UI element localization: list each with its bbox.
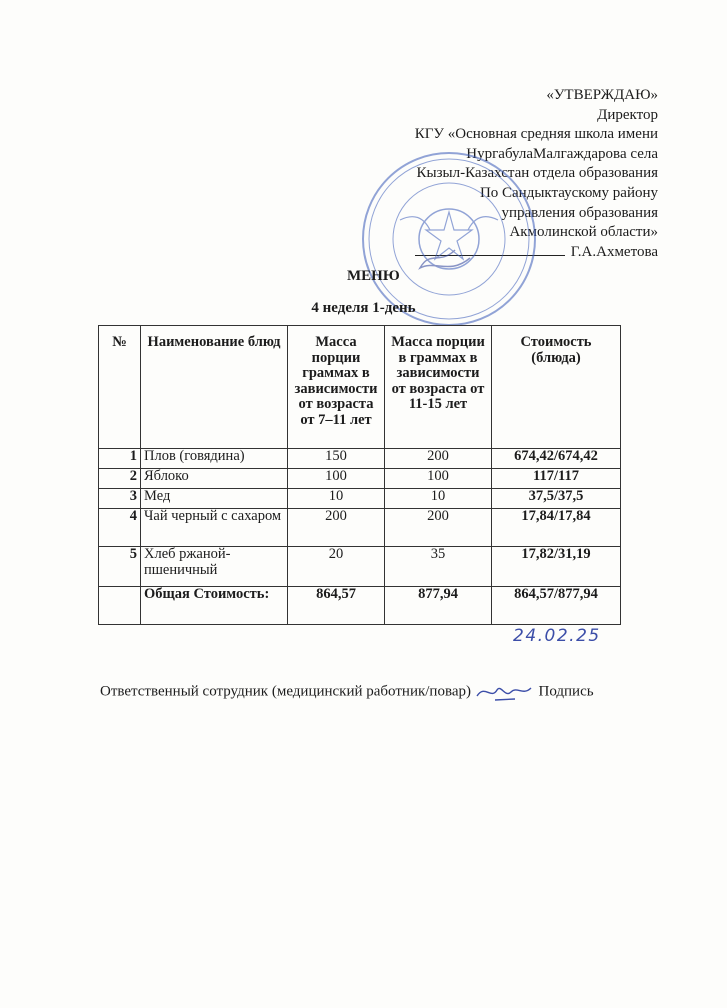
cell-num: 5 xyxy=(99,547,141,587)
cell-cost: 117/117 xyxy=(492,469,621,489)
signer-row xyxy=(318,243,658,263)
col-header-name: Наименование блюд xyxy=(141,326,288,449)
col-header-num: № xyxy=(99,326,141,449)
cell-cost: 37,5/37,5 xyxy=(492,489,621,509)
cell-mass2: 35 xyxy=(385,547,492,587)
col-header-cost: Стоимость (блюда) xyxy=(492,326,621,449)
cell-num: 4 xyxy=(99,509,141,547)
approval-line: По Сандыктаускому району xyxy=(479,184,658,201)
cell-mass1: 10 xyxy=(288,489,385,509)
table-row xyxy=(99,489,621,509)
signature-line xyxy=(415,243,565,256)
table-row xyxy=(99,469,621,489)
table-header-row xyxy=(99,326,621,449)
responsible-line xyxy=(100,682,594,702)
approval-line: Кызыл-Казахстан отдела образования xyxy=(416,165,658,182)
cell-mass1: 100 xyxy=(288,469,385,489)
total-mass2: 877,94 xyxy=(385,587,492,625)
table-row xyxy=(99,449,621,469)
cell-num: 2 xyxy=(99,469,141,489)
cell-cost: 17,82/31,19 xyxy=(492,547,621,587)
handwritten-date: 24.02.25 xyxy=(513,626,601,646)
approval-block xyxy=(318,86,658,262)
cell-mass1: 150 xyxy=(288,449,385,469)
cell-name: Хлеб ржаной-пшеничный xyxy=(141,547,288,587)
cell-mass2: 10 xyxy=(385,489,492,509)
col-header-mass1: Масса порции граммах в зависимости от возраста от 7–11 лет xyxy=(288,326,385,449)
cell-mass2: 200 xyxy=(385,509,492,547)
cell-cost: 674,42/674,42 xyxy=(492,449,621,469)
cell-num: 3 xyxy=(99,489,141,509)
signature-label: Подпись xyxy=(538,683,594,700)
total-cost: 864,57/877,94 xyxy=(492,587,621,625)
total-row xyxy=(99,587,621,625)
page-subtitle: 4 неделя 1-день xyxy=(311,300,416,316)
approval-line: Директор xyxy=(597,106,658,123)
cell-name: Плов (говядина) xyxy=(141,449,288,469)
total-mass1: 864,57 xyxy=(288,587,385,625)
cell-empty xyxy=(99,587,141,625)
approval-line: КГУ «Основная средняя школа имени xyxy=(414,126,658,143)
cell-name: Чай черный с сахаром xyxy=(141,509,288,547)
cell-name: Мед xyxy=(141,489,288,509)
approval-line: НургабулаМалгаждарова села xyxy=(466,145,658,162)
cell-mass2: 200 xyxy=(385,449,492,469)
total-label: Общая Стоимость: xyxy=(141,587,288,625)
cell-mass2: 100 xyxy=(385,469,492,489)
cell-mass1: 200 xyxy=(288,509,385,547)
cell-cost: 17,84/17,84 xyxy=(492,509,621,547)
approval-line: управления образования xyxy=(501,204,658,221)
responsible-text: Ответственный сотрудник (медицинский работник/повар) xyxy=(100,683,471,700)
table-row xyxy=(99,509,621,547)
col-header-mass2: Масса порции в граммах в зависимости от возраста от 11-15 лет xyxy=(385,326,492,449)
approval-line: Акмолинской области» xyxy=(509,224,658,241)
menu-table xyxy=(98,325,621,625)
handwritten-signature-icon xyxy=(475,682,535,702)
signer-name: Г.А.Ахметова xyxy=(570,243,658,260)
cell-mass1: 20 xyxy=(288,547,385,587)
cell-num: 1 xyxy=(99,449,141,469)
table-row xyxy=(99,547,621,587)
cell-name: Яблоко xyxy=(141,469,288,489)
approval-line: «УТВЕРЖДАЮ» xyxy=(546,87,658,103)
